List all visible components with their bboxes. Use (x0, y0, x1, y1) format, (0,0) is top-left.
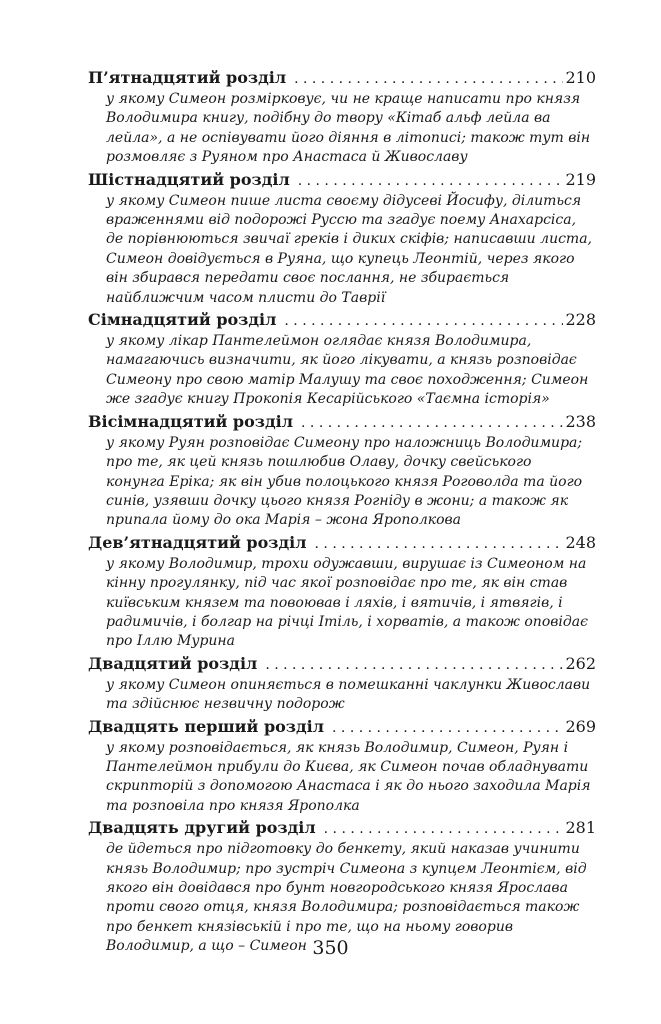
chapter-title: Сімнадцятий розділ (88, 310, 277, 330)
table-of-contents (88, 66, 596, 957)
toc-entry-heading (88, 410, 596, 434)
chapter-description: у якому Володимир, трохи одужавши, вирушає із Симеоном на кінну прогулянку, під час якої розповідає про те, як він став київським князем та повоював і ляхів, і вятичів, і ятвягів, і радимичів, і болгар на річці Ітіль, і хорватів, а також оповідає про Іллю Мурина (106, 555, 588, 650)
chapter-page-number: 281 (565, 818, 596, 838)
toc-entry (88, 308, 596, 410)
toc-entry (88, 168, 596, 308)
toc-entry (88, 652, 596, 715)
toc-entry-heading (88, 816, 596, 840)
chapter-title: Двадцять перший розділ (88, 716, 325, 736)
toc-entry-heading (88, 66, 596, 90)
toc-entry-heading (88, 531, 596, 555)
chapter-title: Вісімнадцятий розділ (88, 411, 294, 431)
dot-leader (298, 169, 564, 192)
dot-leader (301, 411, 563, 434)
dot-leader (294, 67, 563, 90)
dot-leader (315, 532, 564, 555)
chapter-description: у якому Руян розповідає Симеону про наложниць Володимира; про те, як цей князь пошлюбив Олаву, дочку свейського конунга Еріка; як він убив полоцького князя Роговолда та його синів, узявши дочку цього князя Рогніду в жони; а також як припала йому до ока Марія – жона Ярополкова (106, 434, 583, 529)
toc-entry (88, 66, 596, 168)
dot-leader (265, 653, 563, 676)
chapter-description: у якому Симеон розмірковує, чи не краще написати про князя Володимира книгу, подібну до твору «Кітаб альф лейла ва лейла», а не оспівувати його діяння в літописі; також тут він розмовляє з Руяном про Анастаса й Живославу (106, 91, 591, 166)
chapter-title: Шістнадцятий розділ (88, 169, 290, 189)
chapter-page-number: 210 (565, 68, 596, 87)
dot-leader (284, 309, 563, 332)
toc-entry (88, 410, 596, 531)
toc-entry (88, 531, 596, 652)
chapter-description: у якому Симеон опиняється в помешканні чаклунки Живослави та здійснює незвичну подорож (106, 676, 591, 713)
toc-entry (88, 715, 596, 817)
chapter-description: де йдеться про підготовку до бенкету, який наказав учинити князь Володимир; про зустріч Симеона з купцем Леонтієм, від якого він довідався про бунт новгородського князя Ярослава проти свого отця, князя Володимира; розповідається також про бенкет князівській і про те, що на ньому говорив Володимир, а що – Симеон (106, 841, 587, 955)
chapter-title: Дев’ятнадцятий розділ (88, 532, 307, 552)
dot-leader (332, 716, 563, 739)
chapter-title: Двадцять другий розділ (88, 818, 316, 838)
toc-entry-heading (88, 168, 596, 192)
page-number: 350 (312, 937, 349, 959)
chapter-page-number: 228 (565, 310, 596, 330)
chapter-page-number: 248 (565, 532, 596, 552)
toc-entry-heading (88, 652, 596, 676)
chapter-description: у якому розповідається, як князь Володимир, Симеон, Руян і Пантелеймон прибули до Києва, як Симеон почав обладнувати скрипторій з допомогою Анастаса і як до нього заходила Марія та розповіла про князя Ярополка (106, 739, 591, 814)
chapter-page-number: 269 (565, 716, 596, 736)
dot-leader (324, 817, 564, 840)
chapter-page-number: 238 (565, 411, 596, 431)
chapter-title: П’ятнадцятий розділ (88, 68, 287, 87)
chapter-page-number: 219 (565, 169, 596, 189)
toc-entry-heading (88, 308, 596, 332)
chapter-description: у якому Симеон пише листа своєму дідусеві Йосифу, ділиться враженнями від подорожі Руссю та згадує поему Анахарсіса, де порівнюються звичаї греків і диких скіфів; написавши листа, Симеон довідується в Руяна, що купець Леонтій, через якого він збирався передати своє послання, не збирається найближчим часом плисти до Таврії (106, 192, 592, 306)
chapter-page-number: 262 (565, 653, 596, 673)
chapter-title: Двадцятий розділ (88, 653, 258, 673)
toc-entry (88, 816, 596, 956)
chapter-description: у якому лікар Пантелеймон оглядає князя Володимира, намагаючись визначити, як його лікувати, а князь розповідає Симеону про свою матір Малушу та своє походження; Симеон же згадує книгу Прокопія Кесарійського «Таємна історія» (106, 333, 589, 408)
toc-entry-heading (88, 715, 596, 739)
